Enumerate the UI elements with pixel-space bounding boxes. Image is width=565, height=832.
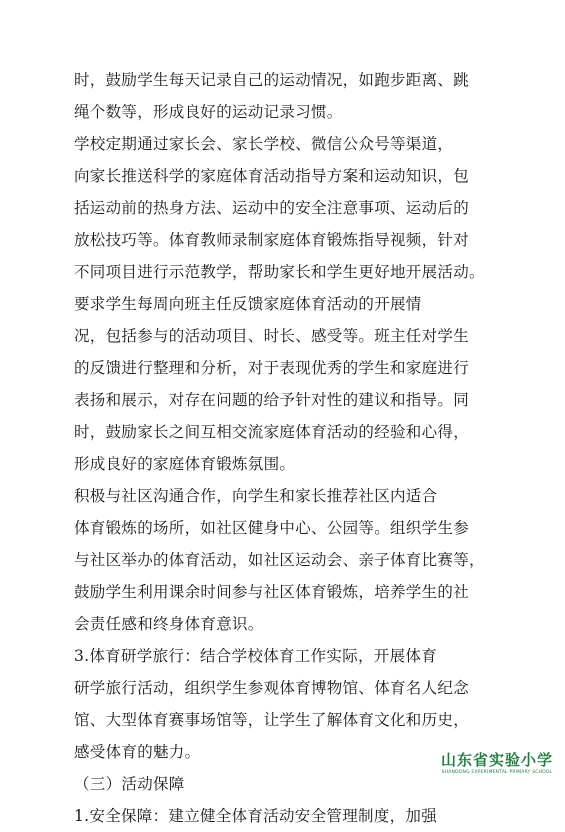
paragraph-6: 1.安全保障：建立健全体育活动安全管理制度，加强 bbox=[74, 807, 437, 825]
document-body bbox=[74, 64, 504, 832]
school-logo bbox=[437, 751, 557, 776]
paragraph-4: 积极与社区沟通合作，向学生和家长推荐社区内适合 体育锻炼的场所，如社区健身中心、公园等。组织学生参 与社区举办的体育活动，如社区运动会、亲子体育比赛等， 鼓励学生利用课余时间参与社区体育锻炼，培养学生的社 会责任感和终身体育意识。 bbox=[74, 487, 485, 633]
school-logo-name: 山东省实验小学 bbox=[440, 751, 553, 769]
section-heading: （三）活动保障 bbox=[74, 775, 185, 793]
paragraph-3: 要求学生每周向班主任反馈家庭体育活动的开展情 况，包括参与的活动项目、时长、感受等。班主任对学生 的反馈进行整理和分析，对于表现优秀的学生和家庭进行 表扬和展示，对存在问题的给予针对性的建议和指导。同 时，鼓励家长之间互相交流家庭体育活动的经验和心得， 形成良好的家庭体育锻炼氛围。 bbox=[74, 295, 470, 473]
paragraph-1: 时，鼓励学生每天记录自己的运动情况，如跑步距离、跳 绳个数等，形成良好的运动记录习惯。 bbox=[74, 71, 470, 121]
paragraph-5: 3.体育研学旅行：结合学校体育工作实际，开展体育 研学旅行活动，组织学生参观体育博物馆、体育名人纪念 馆、大型体育赛事场馆等，让学生了解体育文化和历史， 感受体育的魅力。 bbox=[74, 647, 470, 761]
school-logo-english: SHANDONG EXPERIMENTAL PRIMARY SCHOOL bbox=[441, 770, 553, 775]
paragraph-2: 学校定期通过家长会、家长学校、微信公众号等渠道， 向家长推送科学的家庭体育活动指导方案和运动知识，包 括运动前的热身方法、运动中的安全注意事项、运动后的 放松技巧等。体育教师录制家庭体育锻炼指导视频，针对 不同项目进行示范教学，帮助家长和学生更好地开展活动。 bbox=[74, 135, 485, 281]
